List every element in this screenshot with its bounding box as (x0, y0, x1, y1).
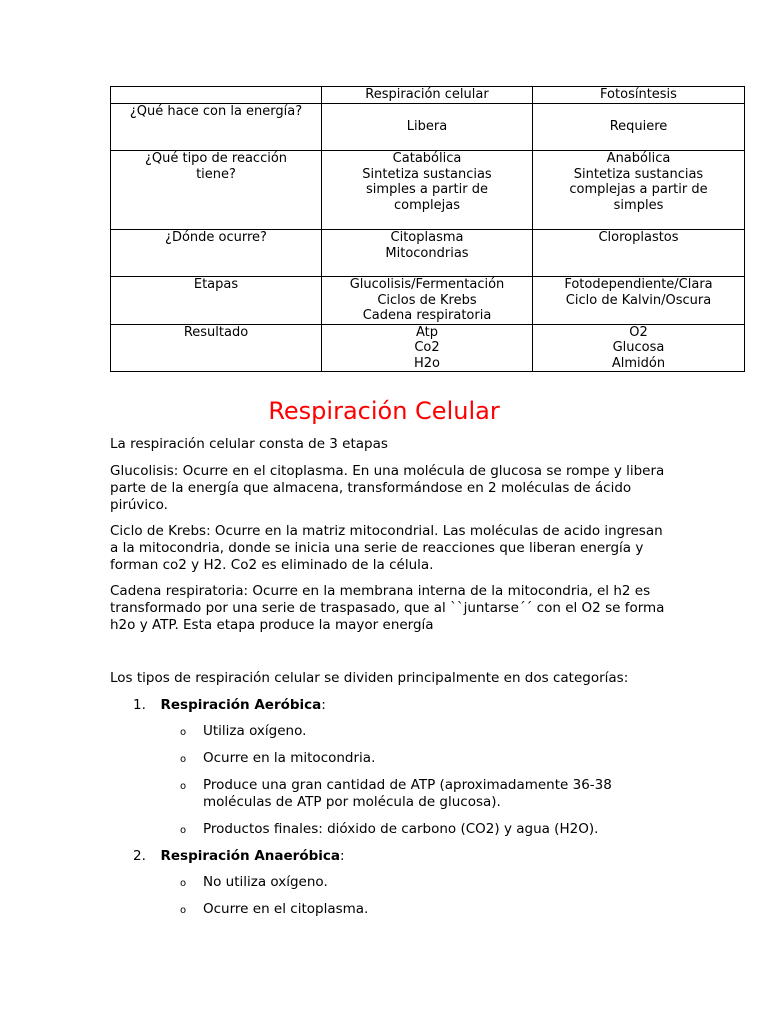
bullet-icon: o (180, 781, 187, 792)
list-number: 1. (133, 697, 146, 713)
sub-list-item: Produce una gran cantidad de ATP (aproximadamente 36-38 moléculas de ATP por molécula de glucosa). (203, 777, 612, 810)
sub-list-item: Ocurre en la mitocondria. (203, 750, 376, 766)
intro-paragraph: La respiración celular consta de 3 etapas (110, 436, 388, 452)
section-title (0, 396, 768, 426)
bullet-icon: o (180, 825, 187, 836)
tipos-paragraph: Los tipos de respiración celular se dividen principalmente en dos categorías: (110, 670, 629, 686)
table-header-cell: Fotosíntesis (533, 87, 745, 104)
sub-list-item: Utiliza oxígeno. (203, 723, 307, 739)
table-cell: Fotodependiente/Clara Ciclo de Kalvin/Oscura (533, 277, 745, 325)
list-item-suffix: : (321, 697, 326, 713)
table-cell: Catabólica Sintetiza sustancias simples a partir de complejas (322, 151, 533, 230)
sub-list-item: Ocurre en el citoplasma. (203, 901, 369, 917)
list-item-title: Respiración Aeróbica (160, 697, 322, 713)
list-item-title: Respiración Anaeróbica (160, 848, 341, 864)
table-row (111, 324, 745, 372)
table-cell: Glucolisis/Fermentación Ciclos de Krebs Cadena respiratoria (322, 277, 533, 325)
glucolisis-paragraph: Glucolisis: Ocurre en el citoplasma. En una molécula de glucosa se rompe y libera parte de la energía que almacena, transformándose en 2 moléculas de ácido pirúvico. (110, 463, 665, 513)
list-number: 2. (133, 848, 146, 864)
table-row (111, 151, 745, 230)
cadena-paragraph: Cadena respiratoria: Ocurre en la membrana interna de la mitocondria, el h2 es transformado por una serie de traspasado, que al ``juntarse´´ con el O2 se forma h2o y ATP. Esta etapa produce la mayor energía (110, 583, 665, 633)
section-title-text: Respiración Celular (268, 397, 500, 425)
table-cell: Requiere (533, 104, 745, 151)
bullet-icon: o (180, 727, 187, 738)
table-cell: Atp Co2 H2o (322, 324, 533, 372)
table-cell: Libera (322, 104, 533, 151)
table-row-label: ¿Dónde ocurre? (111, 230, 322, 277)
table-row (111, 104, 745, 151)
table-cell: Cloroplastos (533, 230, 745, 277)
table-row-label: Resultado (111, 324, 322, 372)
table-row (111, 277, 745, 325)
table-row-label: ¿Qué hace con la energía? (111, 104, 322, 151)
table-header-cell: Respiración celular (322, 87, 533, 104)
comparison-table (110, 86, 745, 372)
list-item-suffix: : (340, 848, 345, 864)
list-item-aerobica (133, 697, 326, 714)
sub-list-item: No utiliza oxígeno. (203, 874, 328, 890)
table-row-label: ¿Qué tipo de reacción tiene? (111, 151, 322, 230)
table-row-label: Etapas (111, 277, 322, 325)
krebs-paragraph: Ciclo de Krebs: Ocurre en la matriz mitocondrial. Las moléculas de acido ingresan a la mitocondria, donde se inicia una serie de reacciones que liberan energía y forman co2 y H2. Co2 es eliminado de la célula. (110, 523, 663, 573)
bullet-icon: o (180, 878, 187, 889)
table-row (111, 230, 745, 277)
table-cell: Citoplasma Mitocondrias (322, 230, 533, 277)
bullet-icon: o (180, 754, 187, 765)
table-header-cell (111, 87, 322, 104)
sub-list-item: Productos finales: dióxido de carbono (CO2) y agua (H2O). (203, 821, 599, 837)
table-header-row (111, 87, 745, 104)
table-cell: O2 Glucosa Almidón (533, 324, 745, 372)
bullet-icon: o (180, 905, 187, 916)
list-item-anaerobica (133, 848, 345, 865)
table-cell: Anabólica Sintetiza sustancias complejas a partir de simples (533, 151, 745, 230)
